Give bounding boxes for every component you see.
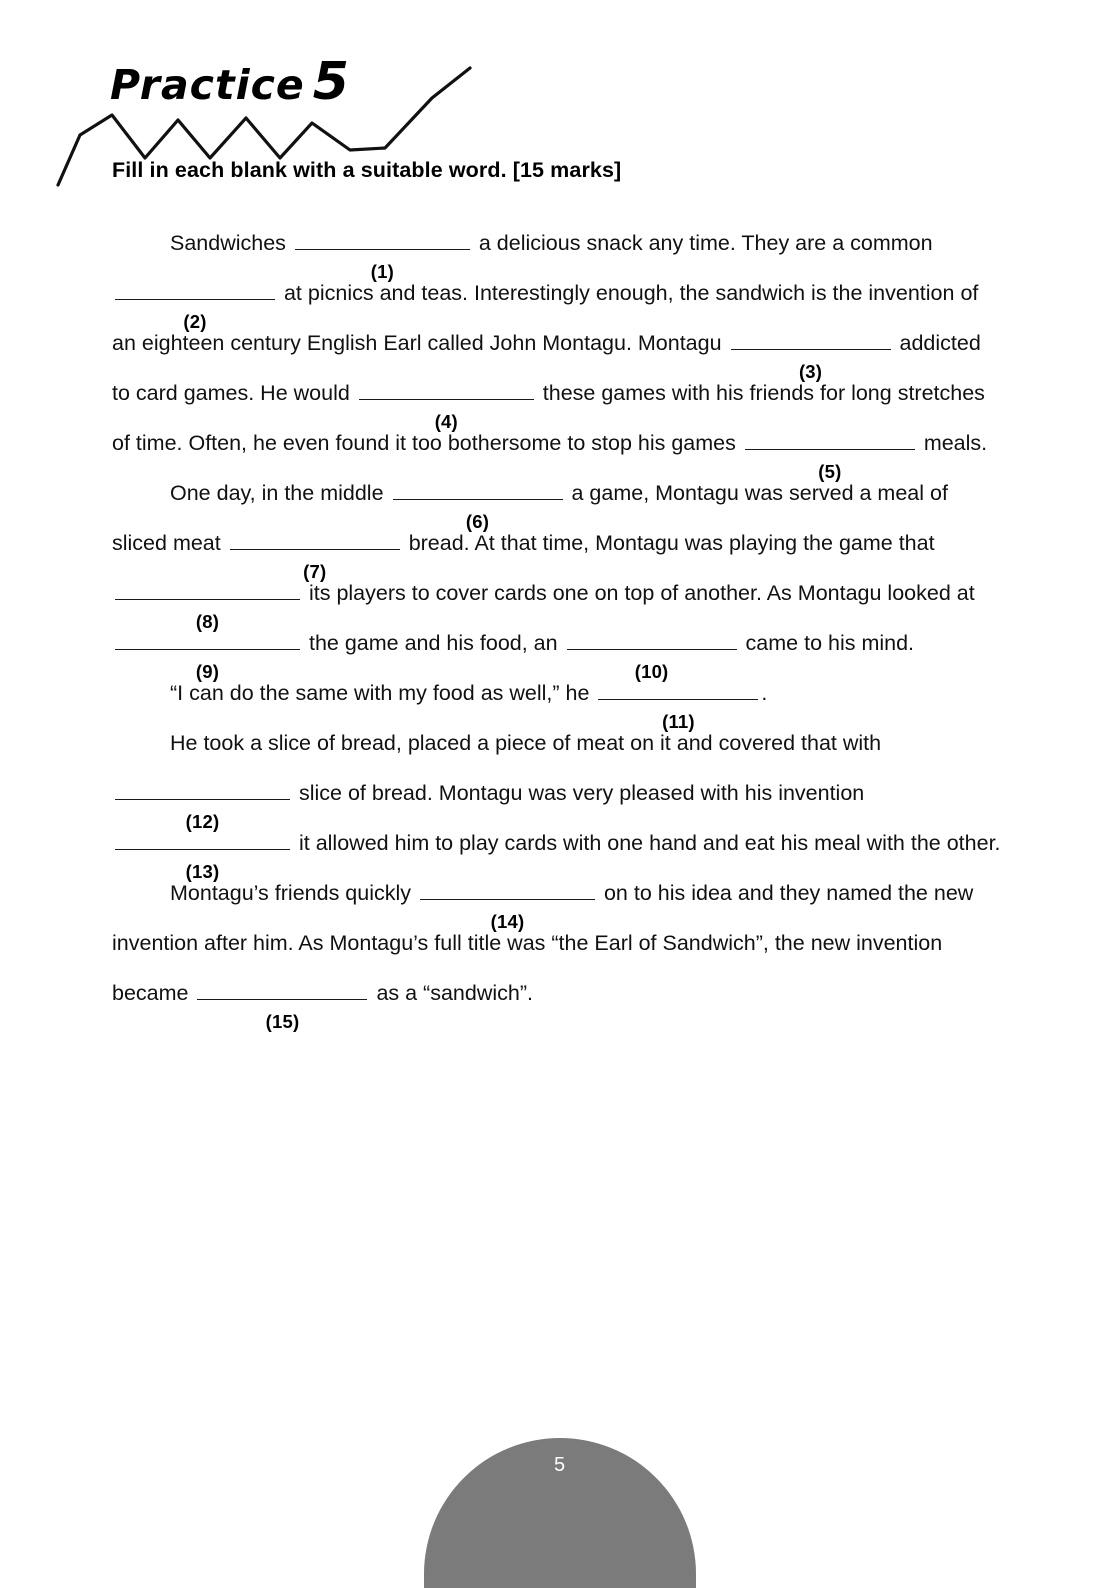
passage-text: bread. At that time, Montagu was playing the game that xyxy=(402,531,935,555)
answer-blank[interactable] xyxy=(598,678,758,732)
answer-blank[interactable] xyxy=(567,628,737,682)
page-footer-tab xyxy=(424,1438,696,1588)
answer-blank[interactable] xyxy=(230,528,400,582)
passage-text: One day, in the middle xyxy=(170,481,390,505)
passage-text: a game, Montagu was served a meal of sliced meat xyxy=(112,481,948,555)
answer-blank[interactable] xyxy=(197,978,367,1032)
passage-text: as a “sandwich”. xyxy=(370,981,533,1005)
passage-text: He took a slice of bread, placed a piece of meat on it and covered that with xyxy=(170,731,882,755)
passage-text: . xyxy=(761,681,768,705)
practice-number: 5 xyxy=(312,52,350,112)
answer-blank[interactable] xyxy=(115,278,275,332)
passage-text: it allowed him to play cards with one hand and eat his meal with the other. xyxy=(293,831,1001,855)
passage-body xyxy=(112,218,1002,1032)
passage-text: addicted to card games. He would xyxy=(112,331,981,405)
passage-text: at picnics and teas. Interestingly enough, the sandwich is the invention of an eighteen century English Earl called John Montagu. Montagu xyxy=(112,281,979,355)
answer-blank[interactable] xyxy=(295,228,470,282)
instruction-text: Fill in each blank with a suitable word. [15 marks] xyxy=(112,158,622,182)
answer-blank[interactable] xyxy=(731,328,891,382)
passage-text: Montagu’s friends quickly xyxy=(170,881,417,905)
passage-text: on to his idea and they named the new invention after him. As Montagu’s full title was “the Earl of Sandwich”, the new invention became xyxy=(112,881,974,1005)
passage-text: came to his mind. xyxy=(739,631,915,655)
page-title xyxy=(110,52,350,112)
answer-blank[interactable] xyxy=(115,778,290,832)
blank-number: (10) xyxy=(634,661,669,682)
passage-text: Sandwiches xyxy=(170,231,292,255)
passage-text: its players to cover cards one on top of another. As Montagu looked at xyxy=(303,581,975,605)
blank-number: (5) xyxy=(818,461,842,482)
blank-number: (1) xyxy=(370,261,395,282)
answer-blank[interactable] xyxy=(115,828,290,882)
answer-blank[interactable] xyxy=(393,478,563,532)
blank-number: (3) xyxy=(798,361,823,382)
practice-label: Practice xyxy=(110,61,305,109)
passage-text: meals. xyxy=(917,431,988,455)
blank-number: (15) xyxy=(265,1011,300,1032)
answer-blank[interactable] xyxy=(115,578,300,632)
blank-number: (2) xyxy=(183,311,207,332)
answer-blank[interactable] xyxy=(115,628,300,682)
blank-number: (9) xyxy=(195,661,220,682)
paragraph xyxy=(112,718,1002,882)
page-number: 5 xyxy=(553,1454,566,1476)
practice-header xyxy=(50,40,490,170)
blank-number: (14) xyxy=(490,911,525,932)
passage-text: a delicious snack any time. They are a common xyxy=(472,231,933,255)
paragraph xyxy=(112,468,1002,682)
blank-number: (7) xyxy=(303,561,327,582)
passage-text: slice of bread. Montagu was very pleased with his invention xyxy=(293,781,865,805)
blank-number: (13) xyxy=(185,861,220,882)
blank-number: (11) xyxy=(662,711,695,732)
blank-number: (8) xyxy=(195,611,220,632)
passage-text: these games with his friends for long stretches of time. Often, he even found it too bothersome to stop his games xyxy=(112,381,985,455)
paragraph xyxy=(112,218,1002,482)
blank-number: (4) xyxy=(434,411,458,432)
answer-blank[interactable] xyxy=(359,378,534,432)
answer-blank[interactable] xyxy=(420,878,595,932)
blank-number: (12) xyxy=(185,811,220,832)
blank-number: (6) xyxy=(465,511,490,532)
passage-text: “I can do the same with my food as well,” he xyxy=(170,681,596,705)
passage-text: the game and his food, an xyxy=(303,631,564,655)
answer-blank[interactable] xyxy=(745,428,915,482)
